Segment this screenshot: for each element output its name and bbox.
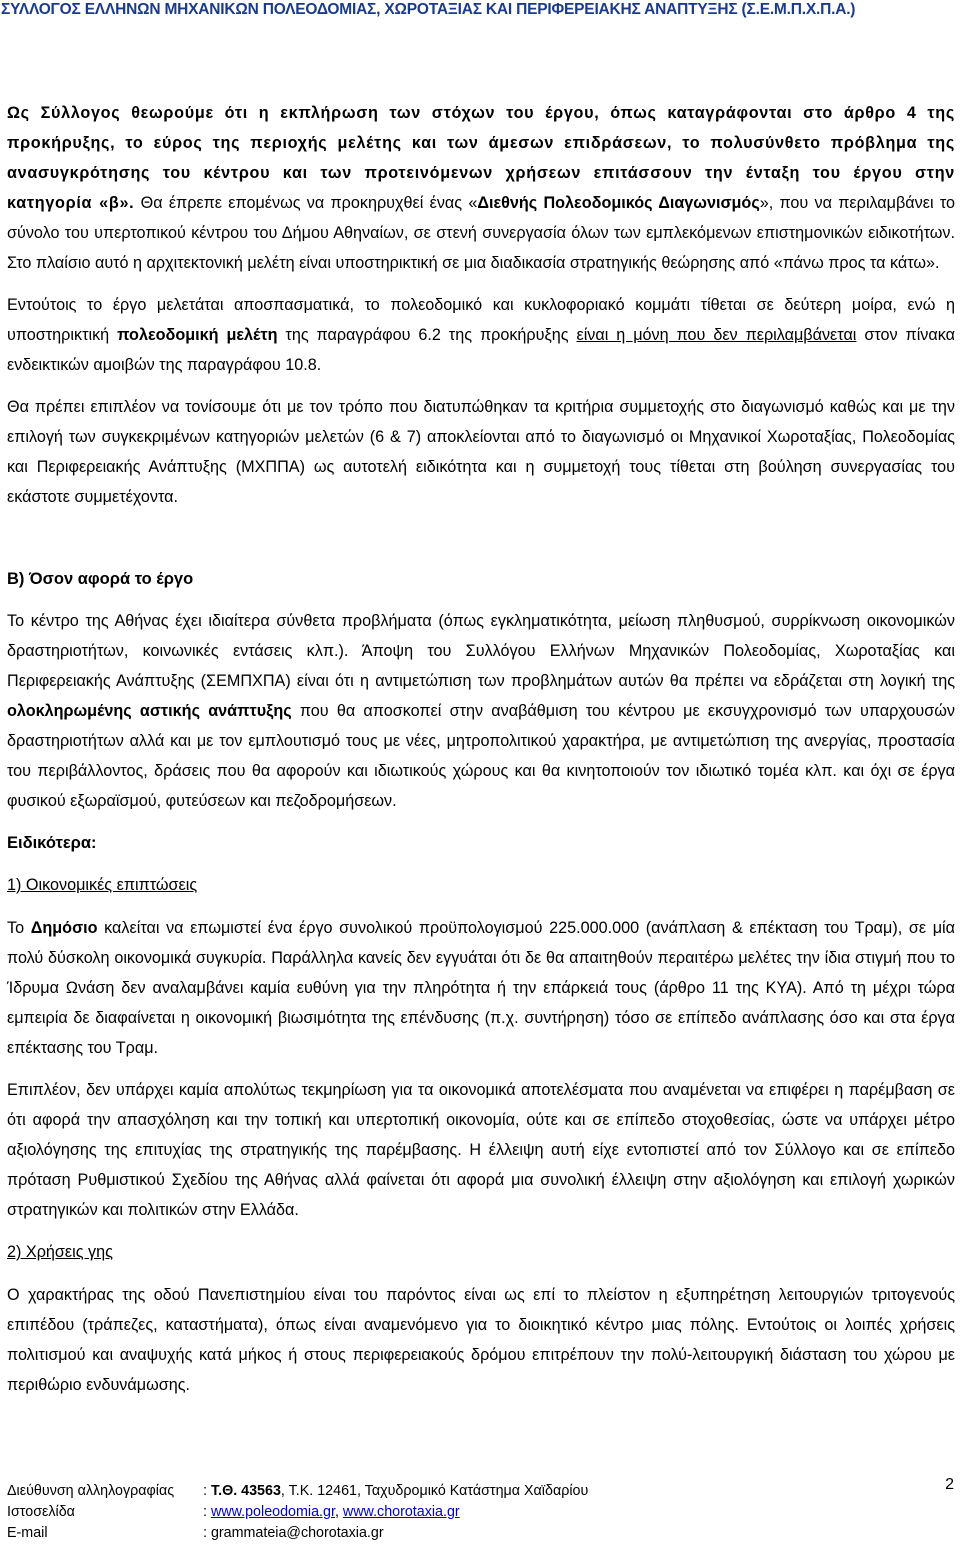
bold-urban-study: πολεοδομική μελέτη xyxy=(117,326,278,344)
subheading-land-uses: 2) Χρήσεις γης xyxy=(7,1243,113,1261)
heading-specifically: Ειδικότερα: xyxy=(7,834,97,852)
underlined-only-not-included: είναι η μόνη που δεν περιλαμβάνεται xyxy=(576,326,857,344)
paragraph-athens-center-problems xyxy=(7,606,955,816)
text: καλείται να επωμιστεί ένα έργο συνολικού προϋπολογισμού 225.000.000 (ανάπλαση & επέκταση του Τραμ), σε μία πολύ δύσκολη οικονομικά συγκυρία. Παράλληλα κανείς δεν εγγυάται ότι δε θα απαιτηθούν περαιτέρω μελέτες την ίδια στιγμή που το Ίδρυμα Ωνάση δεν αναλαμβάνει καμία ευθύνη για την πληρότητα ή την επάρκειά τους (άρθρο 11 της ΚΥΑ). Από τη μέχρι τώρα εμπειρία δε διαφαίνεται η οικονομική βιωσιμότητα της επένδυσης (π.χ. συντήρηση) τόσο σε επίπεδο ανάπλασης όσο και στα έργα επέκτασης του Τραμ. xyxy=(7,919,956,1057)
bold-public-sector: Δημόσιο xyxy=(30,919,98,937)
text: που θα αποσκοπεί στην αναβάθμιση του κέντρου με εκσυγχρονισμό των υπαρχουσών δραστηριοτήτων αλλά και με τον εμπλουτισμό τους με νέες, μητροπολιτικού χαρακτήρα, με αντιμετώπιση της ανεργίας, προστασία του περιβάλλοντος, δράσεις που θα αφορούν και ιδιωτικούς χώρους και θα κινητοποιούν τον ιδιωτικό τομέα κλπ. και όχι σε έργα φυσικού εξωραϊσμού, φυτεύσεων και πεζοδρομήσεων. xyxy=(7,702,955,810)
section-heading-b: Β) Όσον αφορά το έργο xyxy=(7,570,194,588)
footer-address-row xyxy=(7,1481,955,1502)
text: : xyxy=(203,1483,211,1499)
link-chorotaxia[interactable]: www.chorotaxia.gr xyxy=(342,1504,460,1520)
text: Θα έπρεπε επομένως να προκηρυχθεί ένας « xyxy=(134,194,478,212)
page-footer xyxy=(7,1481,955,1544)
footer-address-value xyxy=(203,1481,588,1502)
text: : xyxy=(203,1504,211,1520)
footer-address-label: Διεύθυνση αλληλογραφίας xyxy=(7,1483,175,1499)
text: Το xyxy=(7,919,31,937)
paragraph-public-budget xyxy=(7,913,955,1063)
bold-integrated-urban-development: ολοκληρωμένης αστικής ανάπτυξης xyxy=(7,702,292,720)
text: στον πίνακα ενδεικτικών αμοιβών της παραγράφου 10.8. xyxy=(7,326,956,374)
paragraph-panepistimiou-street: Ο χαρακτήρας της οδού Πανεπιστημίου είναι του παρόντος είναι ως επί το πλείστον η εξυπηρέτηση λειτουργιών τριτογενούς επιπέδου (τράπεζες, καταστήματα), όπως είναι αναμενόμενο για το διοικητικό κέντρο μιας πόλης. Εντούτοις οι λοιπές χρήσεις πολιτισμού και αναψυχής κατά μήκος ή στους περιφερειακούς δρόμου επιτρέπουν την πολύ-λειτουργική διάσταση του χώρου με περιθώριο ενδυνάμωσης. xyxy=(7,1286,955,1394)
bold-competition-name: Διεθνής Πολεοδομικός Διαγωνισμός xyxy=(477,194,760,212)
text: της παραγράφου 6.2 της προκήρυξης xyxy=(277,326,577,344)
text: , Τ.Κ. 12461, Ταχυδρομικό Κατάστημα Χαϊδαρίου xyxy=(280,1483,589,1499)
text: , xyxy=(334,1504,343,1520)
document-body xyxy=(7,98,955,1400)
footer-website-value xyxy=(203,1502,460,1523)
paragraph-economic-assessment: Επιπλέον, δεν υπάρχει καμία απολύτως τεκμηρίωση για τα οικονομικά αποτελέσματα που αναμένεται να επιφέρει η παρέμβαση σε ότι αφορά την απασχόληση και την τοπική και υπερτοπική οικονομία, ούτε και σε επίπεδο στοχοθεσίας, ώστε να υπάρχει μέτρο αξιολόγησης της επιτυχίας της στρατηγικής της παρέμβασης. Η έλλειψη αυτή είχε εντοπιστεί από τον Σύλλογο και σε επίπεδο πρόταση Ρυθμιστικού Σχεδίου της Αθήνας αλλά φαίνεται ότι αφορά μια συνολική έλλειψη στην αξιολόγηση και επιλογή χωρικών στρατηγικών και πολιτικών στην Ελλάδα. xyxy=(7,1081,955,1219)
text: Το κέντρο της Αθήνας έχει ιδιαίτερα σύνθετα προβλήματα (όπως εγκληματικότητα, μείωση πληθυσμού, συρρίκνωση οικονομικών δραστηριοτήτων, κοινωνικές εντάσεις κλπ.). Άποψη του Συλλόγου Ελλήνων Μηχανικών Πολεοδομίας, Χωροταξίας και Περιφερειακής Ανάπτυξης (ΣΕΜΠΧΠΑ) είναι ότι η αντιμετώπιση των προβλημάτων αυτών θα πρέπει να εδράζεται στη λογική της xyxy=(7,612,955,690)
page-header-title: ΣΥΛΛΟΓΟΣ ΕΛΛΗΝΩΝ ΜΗΧΑΝΙΚΩΝ ΠΟΛΕΟΔΟΜΙΑΣ, ΧΩΡΟΤΑΞΙΑΣ ΚΑΙ ΠΕΡΙΦΕΡΕΙΑΚΗΣ ΑΝΑΠΤΥΞΗΣ (Σ.Ε.Μ.Π.Χ.Π.Α.) xyxy=(1,1,856,18)
footer-email-row xyxy=(7,1523,955,1544)
footer-website-row xyxy=(7,1502,955,1523)
subheading-economic-impact: 1) Οικονομικές επιπτώσεις xyxy=(7,876,198,894)
footer-website-label: Ιστοσελίδα xyxy=(7,1504,75,1520)
bold-intro: Ως Σύλλογος θεωρούμε ότι η εκπλήρωση των στόχων του έργου, όπως καταγράφονται στο άρθρο 4 της προκήρυξης, το εύρος της περιοχής μελέτης και των άμεσων επιδράσεων, το πολυσύνθετο πρόβλημα της ανασυγκρότησης του κέντρου και των προτεινόμενων χρήσεων επιτάσσουν την ένταξη του έργου στην κατηγορία «β». xyxy=(7,104,955,212)
footer-email-label: E-mail xyxy=(7,1525,48,1541)
page-number: 2 xyxy=(945,1476,954,1493)
paragraph-participation-criteria: Θα πρέπει επιπλέον να τονίσουμε ότι με τον τρόπο που διατυπώθηκαν τα κριτήρια συμμετοχής στο διαγωνισμό καθώς και με την επιλογή των συγκεκριμένων κατηγοριών μελετών (6 & 7) αποκλείονται από το διαγωνισμό οι Μηχανικοί Χωροταξίας, Πολεοδομίας και Περιφερειακής Ανάπτυξης (ΜΧΠΠΑ) ως αυτοτελή ειδικότητα και η συμμετοχή τους τίθεται στη βούληση συνεργασίας του εκάστοτε συμμετέχοντα. xyxy=(7,398,955,506)
paragraph-fragmented-study xyxy=(7,290,955,380)
footer-email-value: : grammateia@chorotaxia.gr xyxy=(203,1525,384,1541)
text: Εντούτοις το έργο μελετάται αποσπασματικά, το πολεοδομικό και κυκλοφοριακό κομμάτι τίθεται σε δεύτερη μοίρα, ενώ η υποστηρικτική xyxy=(7,296,955,344)
footer-po-box: Τ.Θ. 43563 xyxy=(210,1483,281,1499)
link-poleodomia[interactable]: www.poleodomia.gr xyxy=(210,1504,335,1520)
text: », που να περιλαμβάνει το σύνολο του υπερτοπικού κέντρου του Δήμου Αθηναίων, σε στενή συνεργασία όλων των εμπλεκόμενων επιστημονικών ειδικοτήτων. Στο πλαίσιο αυτό η αρχιτεκτονική μελέτη είναι υποστηρικτική σε μια διαδικασία στρατηγικής θεώρησης από «πάνω προς τα κάτω». xyxy=(7,194,955,272)
paragraph-competition-category xyxy=(7,98,955,278)
